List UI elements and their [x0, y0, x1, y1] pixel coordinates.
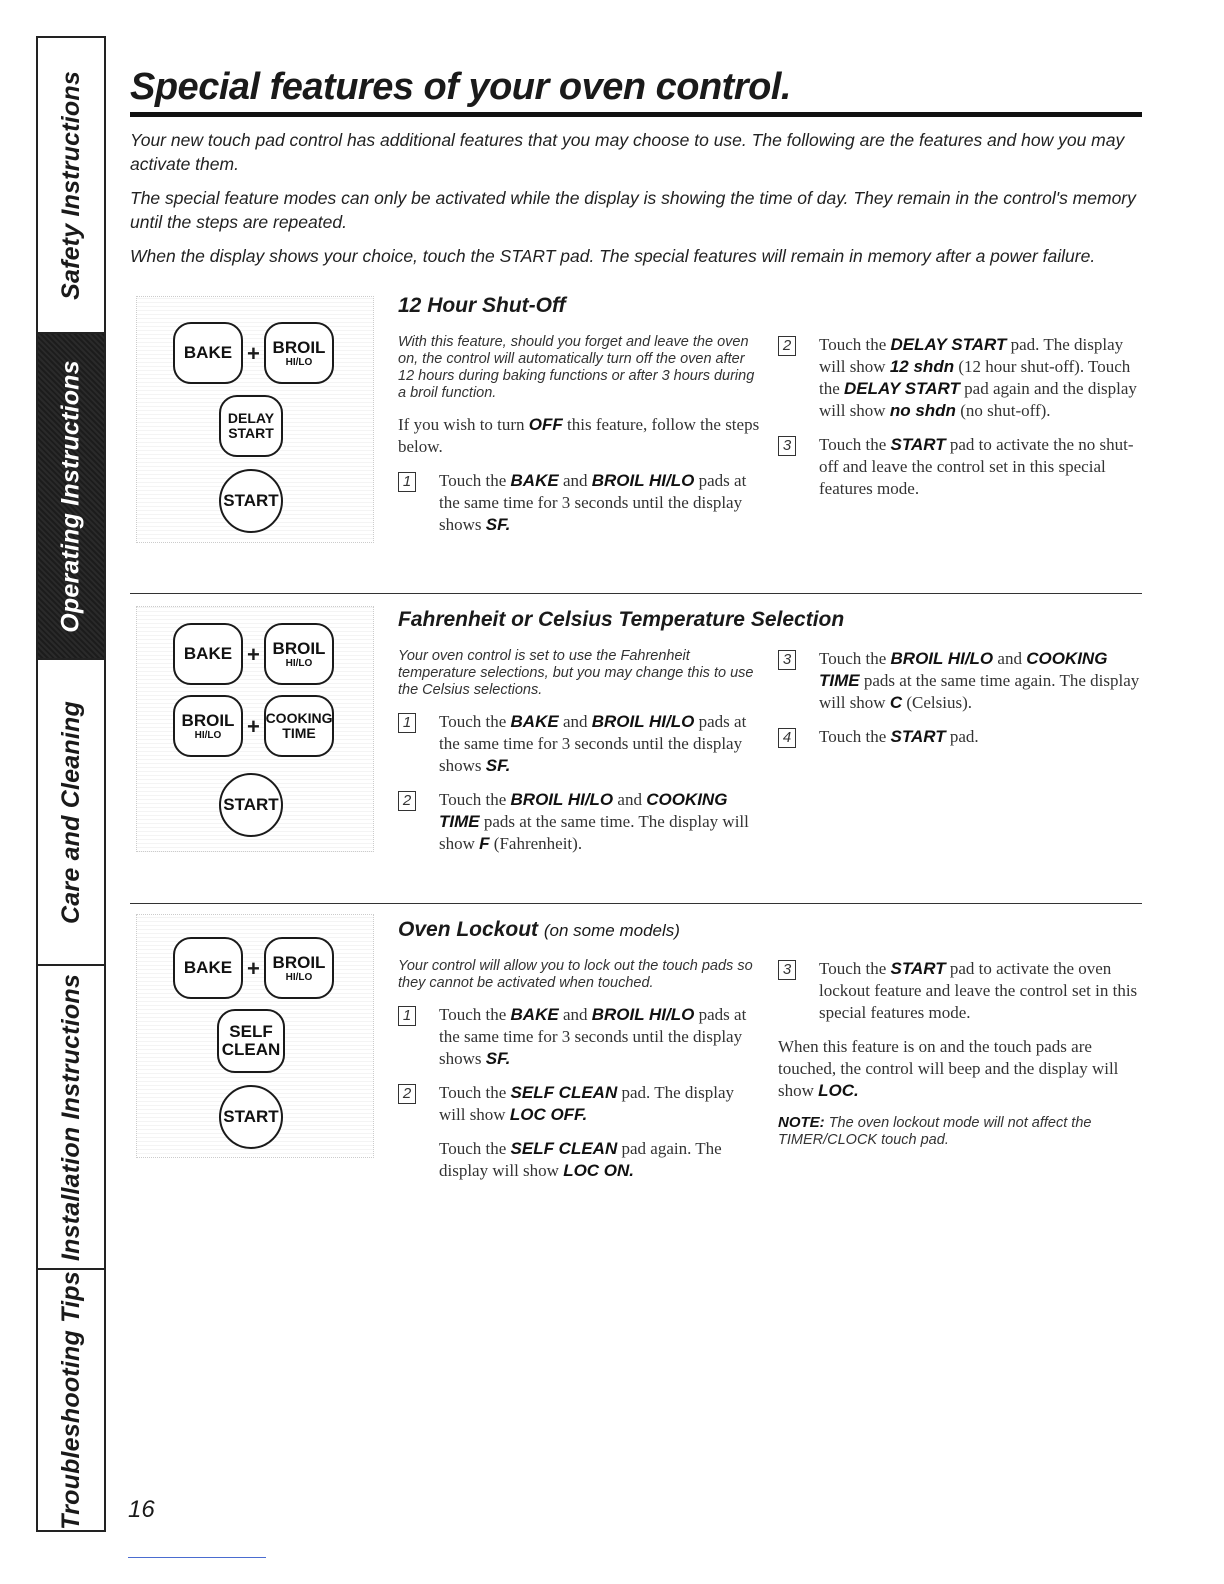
self-clean-pad: SELF CLEAN: [217, 1009, 285, 1073]
step-2: 2 Touch the SELF CLEAN pad. The display will show LOC OFF.: [398, 1082, 763, 1126]
section-title-sub: (on some models): [543, 921, 680, 940]
step-number: 1: [398, 1006, 416, 1026]
tab-installation-instructions[interactable]: [38, 966, 104, 1270]
section-title: Fahrenheit or Celsius Temperature Selection: [398, 608, 845, 631]
plus-sign: +: [247, 341, 260, 366]
tab-safety-instructions[interactable]: [38, 38, 104, 334]
left-column: [398, 334, 763, 536]
delay-start-pad: DELAY START: [219, 395, 283, 457]
plus-sign: +: [247, 714, 260, 739]
step-3: 3 Touch the START pad to activate the no shut-off and leave the control set in this special features mode.: [778, 434, 1143, 500]
paragraph: If you wish to turn OFF this feature, follow the steps below.: [398, 415, 760, 456]
step-number: 3: [778, 960, 796, 980]
step-number: 2: [398, 791, 416, 811]
step-number: 2: [398, 1084, 416, 1104]
broil-hilo-pad: BROIL HI/LO: [173, 695, 243, 757]
section-divider: [130, 593, 1142, 594]
control-panel-illustration: [136, 296, 374, 543]
section-fahrenheit-celsius: [130, 606, 1142, 876]
step-number: 2: [778, 336, 796, 356]
left-column: [398, 648, 763, 855]
broil-hilo-pad: BROIL HI/LO: [264, 623, 334, 685]
bake-pad: BAKE: [173, 623, 243, 685]
step-number: 4: [778, 728, 796, 748]
section-note: Your control will allow you to lock out the touch pads so they cannot be activated when touched.: [398, 958, 753, 991]
sidebar-nav: [36, 36, 106, 1532]
page-title: Special features of your oven control.: [130, 66, 791, 108]
footer-rule: [128, 1557, 266, 1558]
section-note: Your oven control is set to use the Fahrenheit temperature selections, but you may change this to use the Celsius selections.: [398, 648, 754, 698]
broil-hilo-pad: BROIL HI/LO: [264, 322, 334, 384]
right-column: [778, 648, 1143, 748]
left-column: [398, 958, 763, 1194]
bake-pad: BAKE: [173, 322, 243, 384]
step-3: 3 Touch the START pad to activate the oven lockout feature and leave the control set in this special features mode.: [778, 958, 1143, 1024]
intro-paragraph: The special feature modes can only be activated while the display is showing the time of day. They remain in the control's memory until the steps are repeated.: [130, 188, 1136, 232]
paragraph: Touch the SELF CLEAN pad again. The display will show LOC ON.: [439, 1139, 722, 1180]
tab-operating-instructions[interactable]: [38, 334, 104, 660]
right-column: [778, 334, 1143, 500]
start-pad: START: [219, 469, 283, 533]
bake-pad: BAKE: [173, 937, 243, 999]
intro-paragraph: When the display shows your choice, touch the START pad. The special features will remain in memory after a power failure.: [130, 246, 1096, 266]
tab-label: Troubleshooting Tips: [56, 1270, 85, 1530]
step-1: 1 Touch the BAKE and BROIL HI/LO pads at the same time for 3 seconds until the display shows SF.: [398, 711, 763, 777]
right-column: [778, 958, 1143, 1161]
tab-label: Installation Instructions: [56, 973, 85, 1261]
plus-sign: +: [247, 642, 260, 667]
step-1: 1 Touch the BAKE and BROIL HI/LO pads at the same time for 3 seconds until the display shows SF.: [398, 1004, 763, 1070]
step-number: 3: [778, 436, 796, 456]
cooking-time-pad: COOKING TIME: [264, 695, 334, 757]
step-number: 1: [398, 713, 416, 733]
page-number: 16: [128, 1496, 155, 1523]
step-3: 3 Touch the BROIL HI/LO and COOKING TIME pads at the same time again. The display will show C (Celsius).: [778, 648, 1143, 714]
step-number: 1: [398, 472, 416, 492]
section-divider: [130, 903, 1142, 904]
section-12-hour-shut-off: [130, 290, 1142, 560]
start-pad: START: [219, 1085, 283, 1149]
broil-hilo-pad: BROIL HI/LO: [264, 937, 334, 999]
section-oven-lockout: [130, 914, 1142, 1214]
step-2: 2 Touch the BROIL HI/LO and COOKING TIME pads at the same time. The display will show F (Fahrenheit).: [398, 789, 763, 855]
step-number: 3: [778, 650, 796, 670]
start-pad: START: [219, 773, 283, 837]
section-title: Oven Lockout (on some models): [398, 918, 680, 941]
intro-paragraph: Your new touch pad control has additional features that you may choose to use. The following are the features and how you may activate them.: [130, 130, 1125, 174]
step-2: 2 Touch the DELAY START pad. The display will show 12 shdn (12 hour shut-off). Touch the DELAY START pad again and the display will show no shdn (no shut-off).: [778, 334, 1143, 422]
paragraph: When this feature is on and the touch pads are touched, the control will beep and the display will show LOC.: [778, 1037, 1119, 1100]
step-1: 1 Touch the BAKE and BROIL HI/LO pads at the same time for 3 seconds until the display shows SF.: [398, 470, 763, 536]
tab-troubleshooting-tips[interactable]: [38, 1270, 104, 1530]
section-note: With this feature, should you forget and leave the oven on, the control will automatically turn off the oven after 12 hours during baking functions or after 3 hours during a broil function.: [398, 334, 755, 401]
tab-care-and-cleaning[interactable]: [38, 660, 104, 966]
section-title: 12 Hour Shut-Off: [398, 294, 566, 317]
tab-label: Care and Cleaning: [56, 700, 85, 924]
tab-label: Operating Instructions: [56, 359, 85, 633]
step-4: 4 Touch the START pad.: [778, 726, 1143, 748]
control-panel-illustration: [136, 914, 374, 1158]
tab-label: Safety Instructions: [56, 70, 85, 300]
title-rule: [130, 112, 1142, 117]
note: NOTE: The oven lockout mode will not affect the TIMER/CLOCK touch pad.: [778, 1114, 1092, 1148]
control-panel-illustration: [136, 606, 374, 852]
plus-sign: +: [247, 956, 260, 981]
